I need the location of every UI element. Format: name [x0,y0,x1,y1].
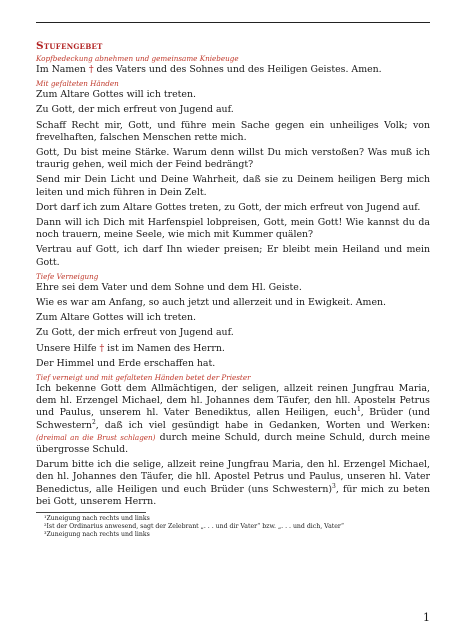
paragraph-14-b: ist im Namen des Herrn. [107,342,225,354]
paragraph-1-b: des Vaters und des Sohnes und des Heiligen Geistes. Amen. [96,64,382,75]
rubric-4: Tief verneigt und mit gefalteten Händen betet der Priester [36,373,251,383]
paragraph-6: Send mir Dein Licht und Deine Wahrheit, daß sie zu Deinem heiligen Berg mich leiten und mich führen in Dein Zelt. [36,174,430,198]
cross-icon: † [88,64,94,75]
paragraph-15: Der Himmel und Erde erschaffen hat. [36,357,216,369]
paragraph-17-a: Darum bitte ich die selige, allzeit reine Jungfrau Maria, den hl. Erzengel Michael, den hl. Johannes den Täufer, die hll. Apostel Petrus und Paulus, unseren hl. Vater Benedictus, alle Heiligen und euch Brüder (uns Schwestern) [36,459,430,495]
paragraph-10: Ehre sei dem Vater und dem Sohne und dem Hl. Geiste. [36,281,302,293]
footnote-ref-1: 1 [356,406,361,414]
paragraph-2: Zum Altare Gottes will ich treten. [36,89,196,101]
paragraph-9: Vertrau auf Gott, ich darf Ihn wieder preisen; Er bleibt mein Heiland und mein Gott. [36,244,430,268]
header-rule [36,22,430,23]
page-number: 1 [423,611,430,624]
rubric-2: Mit gefalteten Händen [36,79,119,89]
paragraph-11: Wie es war am Anfang, so auch jetzt und allerzeit und in Ewigkeit. Amen. [36,297,387,309]
paragraph-14 [36,343,430,355]
section-heading: Stufengebet [36,40,103,52]
footnote-3: ³Zuneigung nach rechts und links [44,531,150,539]
paragraph-13: Zu Gott, der mich erfreut von Jugend auf. [36,327,234,339]
cross-icon: † [99,342,105,354]
paragraph-16-b: , Brüder (und Schwestern [36,407,430,431]
paragraph-16-a: Ich bekenne Gott dem Allmächtigen, der seligen, allzeit reinen Jungfrau Maria, dem hl. Erzengel Michael, dem hl. Johannes dem Täufer, den hll. Apostelн Petrus und Paulus, unserem hl. Vater Benediktus, allen Heiligen, euch [36,383,430,419]
paragraph-7: Dort darf ich zum Altare Gottes treten, zu Gott, der mich erfreut von Jugend auf. [36,201,421,213]
paragraph-17 [36,459,430,508]
paragraph-5: Gott, Du bist meine Stärke. Warum denn willst Du mich verstoßen? Was muß ich traurig gehen, weil mich der Feind bedrängt? [36,147,430,171]
paragraph-17-b: , für mich zu beten bei Gott, unserem Herrn. [36,483,430,507]
footnote-rule [36,512,146,513]
paragraph-1 [36,64,430,76]
page-content [36,40,430,539]
document-page [36,0,430,640]
footnote-ref-2: 2 [91,418,96,426]
paragraph-4: Schaff Recht mir, Gott, und führe mein Sache gegen ein unheiliges Volk; von frevelhaften, falschen Menschen rette mich. [36,119,430,143]
paragraph-12: Zum Altare Gottes will ich treten. [36,312,196,324]
footnote-ref-3: 3 [332,482,336,490]
footnote-1: ¹Zuneigung nach rechts und links [44,515,150,523]
paragraph-16-c: , daß ich viel gesündigt habe in Gedanken, Worten und Werken: [95,419,430,431]
paragraph-14-a: Unsere Hilfe [36,342,97,354]
footnote-2: ²Ist der Ordinarius anwesend, sagt der Zelebrant „. . . und dir Vater“ bzw. „. . . und dich, Vater“ [44,523,345,531]
rubric-3: Tiefe Verneigung [36,271,99,281]
paragraph-3: Zu Gott, der mich erfreut von Jugend auf. [36,104,234,116]
inline-rubric: (dreimal an die Brust schlagen) [36,432,156,442]
paragraph-16-d: durch meine Schuld, durch meine Schuld, durch meine übergrosse Schuld. [36,431,431,456]
paragraph-1-a: Im Namen [36,64,86,75]
paragraph-16 [36,383,430,456]
rubric-1: Kopfbedeckung abnehmen und gemeinsame Kniebeuge [36,54,239,63]
paragraph-8: Dann will ich Dich mit Harfenspiel lobpreisen, Gott, mein Gott! Wie kannst du da noch trauern, meine Seele, wie mich mit Kummer quälen? [36,217,430,241]
